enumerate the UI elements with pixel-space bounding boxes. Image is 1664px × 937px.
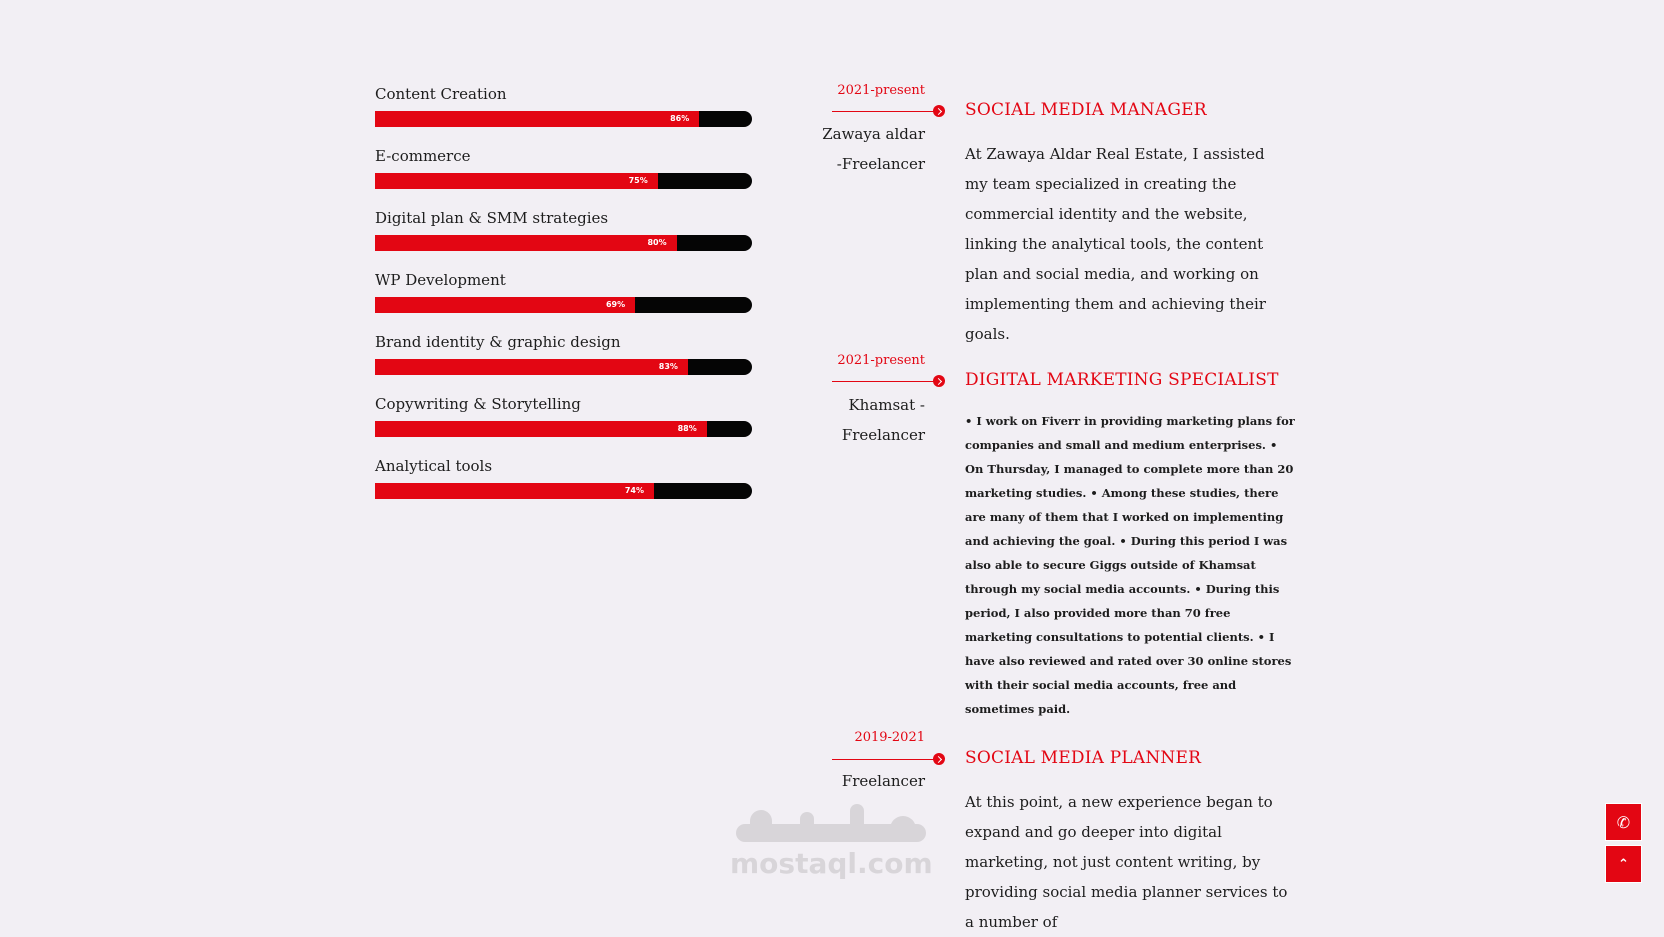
skill-progress-fill bbox=[375, 111, 699, 127]
timeline-line bbox=[832, 111, 935, 112]
company-line: Freelancer bbox=[841, 426, 925, 444]
company-line: Khamsat - bbox=[848, 396, 925, 414]
arrow-circle-icon bbox=[933, 375, 945, 387]
skill-progress-bar bbox=[375, 359, 752, 375]
skill-percent: 69% bbox=[605, 300, 626, 309]
skill-progress-bar bbox=[375, 111, 752, 127]
skill-item bbox=[375, 84, 752, 146]
skill-label: E-commerce bbox=[375, 147, 471, 165]
company-line: Zawaya aldar bbox=[822, 125, 925, 143]
timeline-line bbox=[832, 381, 935, 382]
skill-label: Analytical tools bbox=[375, 457, 493, 475]
entry-date: 2021-present bbox=[837, 353, 925, 368]
skill-item bbox=[375, 394, 752, 456]
entry-description: • I work on Fiverr in providing marketing plans for companies and small and medium enterprises. • On Thursday, I managed to complete more than 20 marketing studies. • Among these studies, there are many of them that I worked on implementing and achieving the goal. • During this period I was also able to secure Giggs outside of Khamsat through my social media accounts. • During this period, I also provided more than 70 free marketing consultations to potential clients. • I have also reviewed and rated over 30 online stores with their social media accounts, free and sometimes paid. bbox=[965, 414, 1295, 716]
arrow-circle-icon bbox=[933, 105, 945, 117]
skill-progress-fill bbox=[375, 359, 688, 375]
entry-company bbox=[815, 390, 925, 450]
entry-title: SOCIAL MEDIA PLANNER bbox=[965, 748, 1202, 768]
skill-progress-fill bbox=[375, 483, 654, 499]
skill-progress-bar bbox=[375, 297, 752, 313]
skill-progress-bar bbox=[375, 173, 752, 189]
skill-label: Brand identity & graphic design bbox=[375, 333, 621, 351]
skill-percent: 86% bbox=[670, 114, 690, 123]
skill-progress-bar bbox=[375, 235, 752, 251]
skill-percent: 80% bbox=[647, 238, 667, 247]
phone-icon: ✆ bbox=[1616, 812, 1631, 832]
skill-progress-fill bbox=[375, 421, 707, 437]
entry-description: At this point, a new experience began to expand and go deeper into digital marketing, not just content writing, by providing social media planner services to a number of bbox=[965, 793, 1288, 931]
skill-percent: 74% bbox=[624, 486, 644, 495]
skill-progress-bar bbox=[375, 421, 752, 437]
scroll-to-top-button[interactable] bbox=[1605, 845, 1642, 883]
arrow-circle-icon bbox=[933, 753, 945, 765]
skill-item bbox=[375, 146, 752, 208]
entry-title: DIGITAL MARKETING SPECIALIST bbox=[965, 370, 1279, 390]
watermark-logo-icon bbox=[730, 800, 932, 848]
watermark-text: mostaql.com bbox=[730, 847, 933, 880]
skill-item bbox=[375, 456, 752, 518]
skill-label: Copywriting & Storytelling bbox=[375, 395, 581, 413]
skill-progress-fill bbox=[375, 297, 635, 313]
entry-description: At Zawaya Aldar Real Estate, I assisted my team specialized in creating the commercial identity and the website, linking the analytical tools, the content plan and social media, and working on implementing them and achieving their goals. bbox=[965, 145, 1266, 343]
watermark bbox=[730, 800, 932, 880]
company-line: Freelancer bbox=[841, 772, 925, 790]
skills-section bbox=[375, 84, 752, 518]
call-button[interactable] bbox=[1605, 803, 1642, 841]
entry-date: 2021-present bbox=[837, 83, 925, 98]
skill-progress-fill bbox=[375, 173, 658, 189]
skill-progress-bar bbox=[375, 483, 752, 499]
company-line: -Freelancer bbox=[836, 155, 925, 173]
chevron-up-icon: ⌃ bbox=[1618, 856, 1629, 872]
entry-title: SOCIAL MEDIA MANAGER bbox=[965, 100, 1207, 120]
timeline-line bbox=[832, 759, 935, 760]
entry-company bbox=[815, 766, 925, 796]
skill-label: Content Creation bbox=[375, 85, 507, 103]
entry-company bbox=[815, 119, 925, 179]
skill-item bbox=[375, 208, 752, 270]
skill-label: Digital plan & SMM strategies bbox=[375, 209, 609, 227]
entry-date: 2019-2021 bbox=[854, 730, 925, 745]
skill-progress-fill bbox=[375, 235, 677, 251]
skill-item bbox=[375, 332, 752, 394]
skill-percent: 75% bbox=[628, 176, 648, 185]
skill-item bbox=[375, 270, 752, 332]
skill-percent: 88% bbox=[677, 424, 697, 433]
skill-label: WP Development bbox=[375, 271, 506, 289]
skill-percent: 83% bbox=[658, 362, 678, 371]
